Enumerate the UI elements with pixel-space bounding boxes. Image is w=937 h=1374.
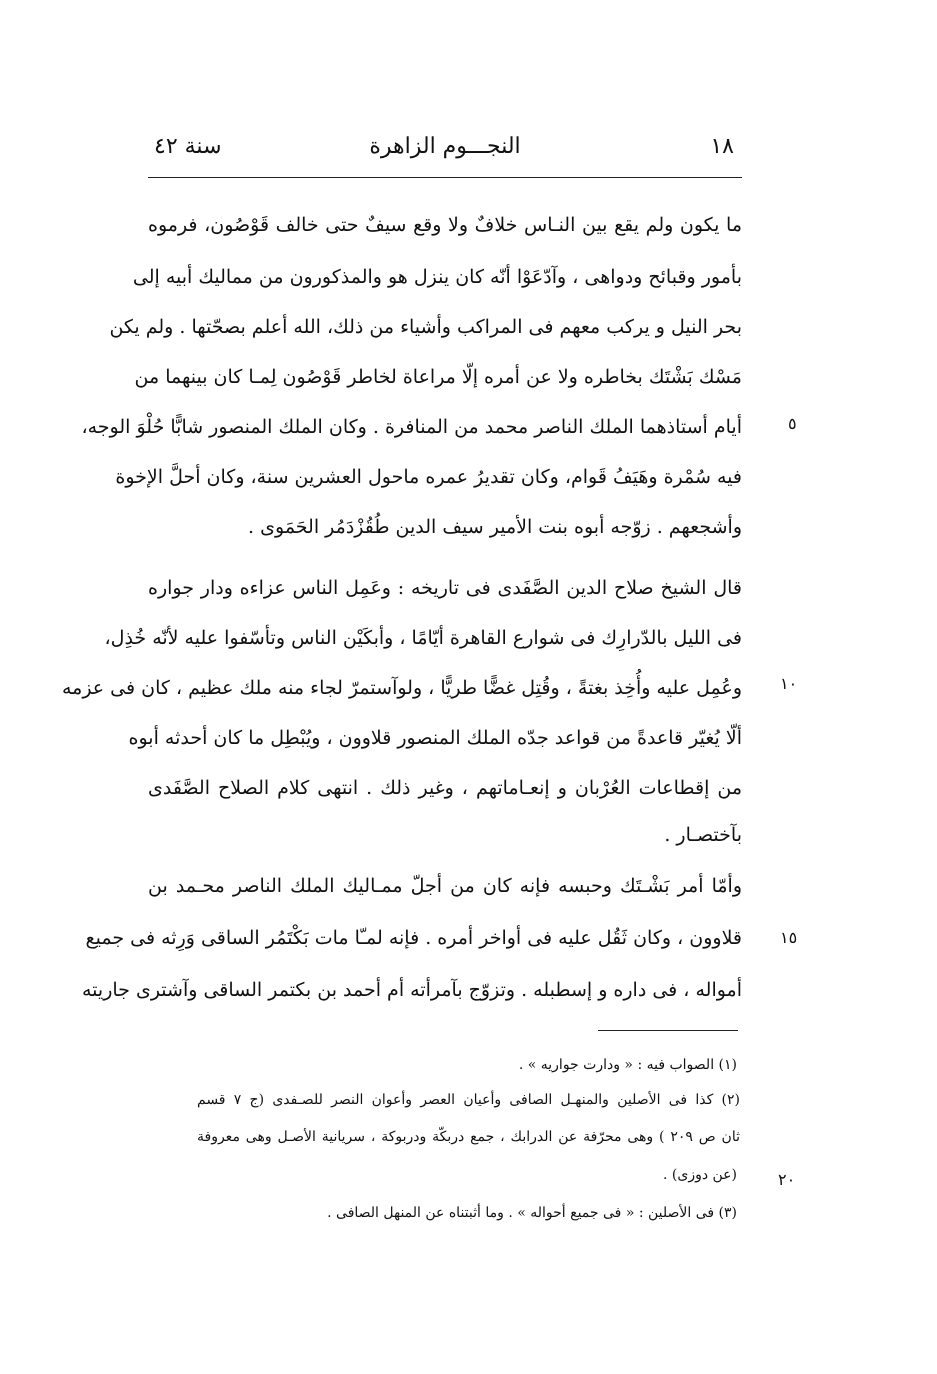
- text-line: فى الليل بالدّرارِك فى شوارع القاهرة أيّامًا ، وأبكَيْن الناس وتأسّفوا عليه لأنّه خُذِل،: [104, 627, 742, 649]
- book-title: النجـــوم الزاهرة: [369, 134, 521, 159]
- line-number: ٥: [788, 414, 797, 433]
- footnote-rule: [598, 1030, 738, 1031]
- footnote-line: (٣) فى الأصلين : « فى جميع أحواله » . وما أثبتناه عن المنهل الصافى .: [327, 1205, 737, 1221]
- text-line: قلاوون ، وكان ثَقُل عليه فى أواخر أمره . فإنه لمـّا مات بَكْتَمُر الساقى وَرِثه فى جميع: [85, 927, 742, 949]
- header-year: سنة ٤٢: [154, 134, 222, 159]
- running-header: [150, 132, 740, 176]
- footnote-line: ثان ص ٢٠٩ ) وهى محرّفة عن الدرابك ، جمع دربكّة ودربوكة ، سريانية الأصـل وهى معروفة: [197, 1129, 740, 1145]
- text-line: وعُمِل عليه وأُخِذ بغتةً ، وقُتِل غضًّا طريًّا ، ولوآستمرّ لجاء منه ملك عظيم ، كان فى عزمه: [61, 677, 742, 699]
- line-number: ١٥: [780, 928, 798, 947]
- text-line: بحر النيل و يركب معهم فى المراكب وأشياء من ذلك، الله أعلم بصحّتها . ولم يكن: [109, 316, 742, 338]
- text-line: وأمّا أمر بَشْـتَك وحبسه فإنه كان من أجلّ ممـاليك الملك الناصر محـمد بن: [148, 875, 742, 897]
- line-number: ١٠: [780, 674, 798, 693]
- text-line: ما يكون ولم يقع بين النـاس خلافٌ ولا وقع سيفٌ حتى خالف قَوْصُون، فرموه: [148, 214, 742, 236]
- text-line: بأمور وقبائح ودواهى ، وآدّعَوْا أنّه كان ينزل هو والمذكورون من مماليك أبيه إلى: [132, 266, 742, 288]
- text-line: بآختصـار .: [664, 824, 742, 846]
- footnote-line: (عن دوزى) .: [663, 1167, 737, 1183]
- text-line: فيه سُمْرة وهَيَفُ قَوام، وكان تقديرُ عمره ماحول العشرين سنة، وكان أحلَّ الإخوة: [115, 466, 742, 488]
- header-rule: [148, 177, 742, 178]
- page-number: ١٨: [710, 134, 734, 159]
- text-line: قال الشيخ صلاح الدين الصَّفَدى فى تاريخه : وعَمِل الناس عزاءه ودار جواره: [148, 577, 742, 599]
- footnote-line: (١) الصواب فيه : « ودارت جواريه » .: [518, 1057, 737, 1073]
- text-line: وأشجعهم . زوّجه أبوه بنت الأمير سيف الدين طُقُزْدَمُر الحَمَوى .: [248, 516, 742, 538]
- text-line: من إقطاعات العُرْبان و إنعـاماتهم ، وغير ذلك . انتهى كلام الصلاح الصَّفَدى: [148, 777, 742, 799]
- text-line: أيام أستاذهما الملك الناصر محمد من المنافرة . وكان الملك المنصور شابًّا حُلْوَ الوجه،: [81, 416, 742, 438]
- text-line: ألّا يُغيّر قاعدةً من قواعد جدّه الملك المنصور قلاوون ، ويُبْطِل ما كان أحدثه أبوه: [128, 727, 742, 749]
- text-line: أمواله ، فى داره و إسطبله . وتزوّج بآمرأته أم أحمد بن بكتمر الساقى وآشترى جاريته: [82, 979, 742, 1001]
- text-line: مَسْك بَشْتَك بخاطره ولا عن أمره إلّا مراعاة لخاطر قَوْصُون لِمـا كان بينهما من: [134, 366, 742, 388]
- footnote-line-number: ٢٠: [778, 1170, 796, 1189]
- footnote-line: (٢) كذا فى الأصلين والمنهـل الصافى وأعيان العصر وأعوان النصر للصـفدى (ج ٧ قسم: [197, 1092, 740, 1108]
